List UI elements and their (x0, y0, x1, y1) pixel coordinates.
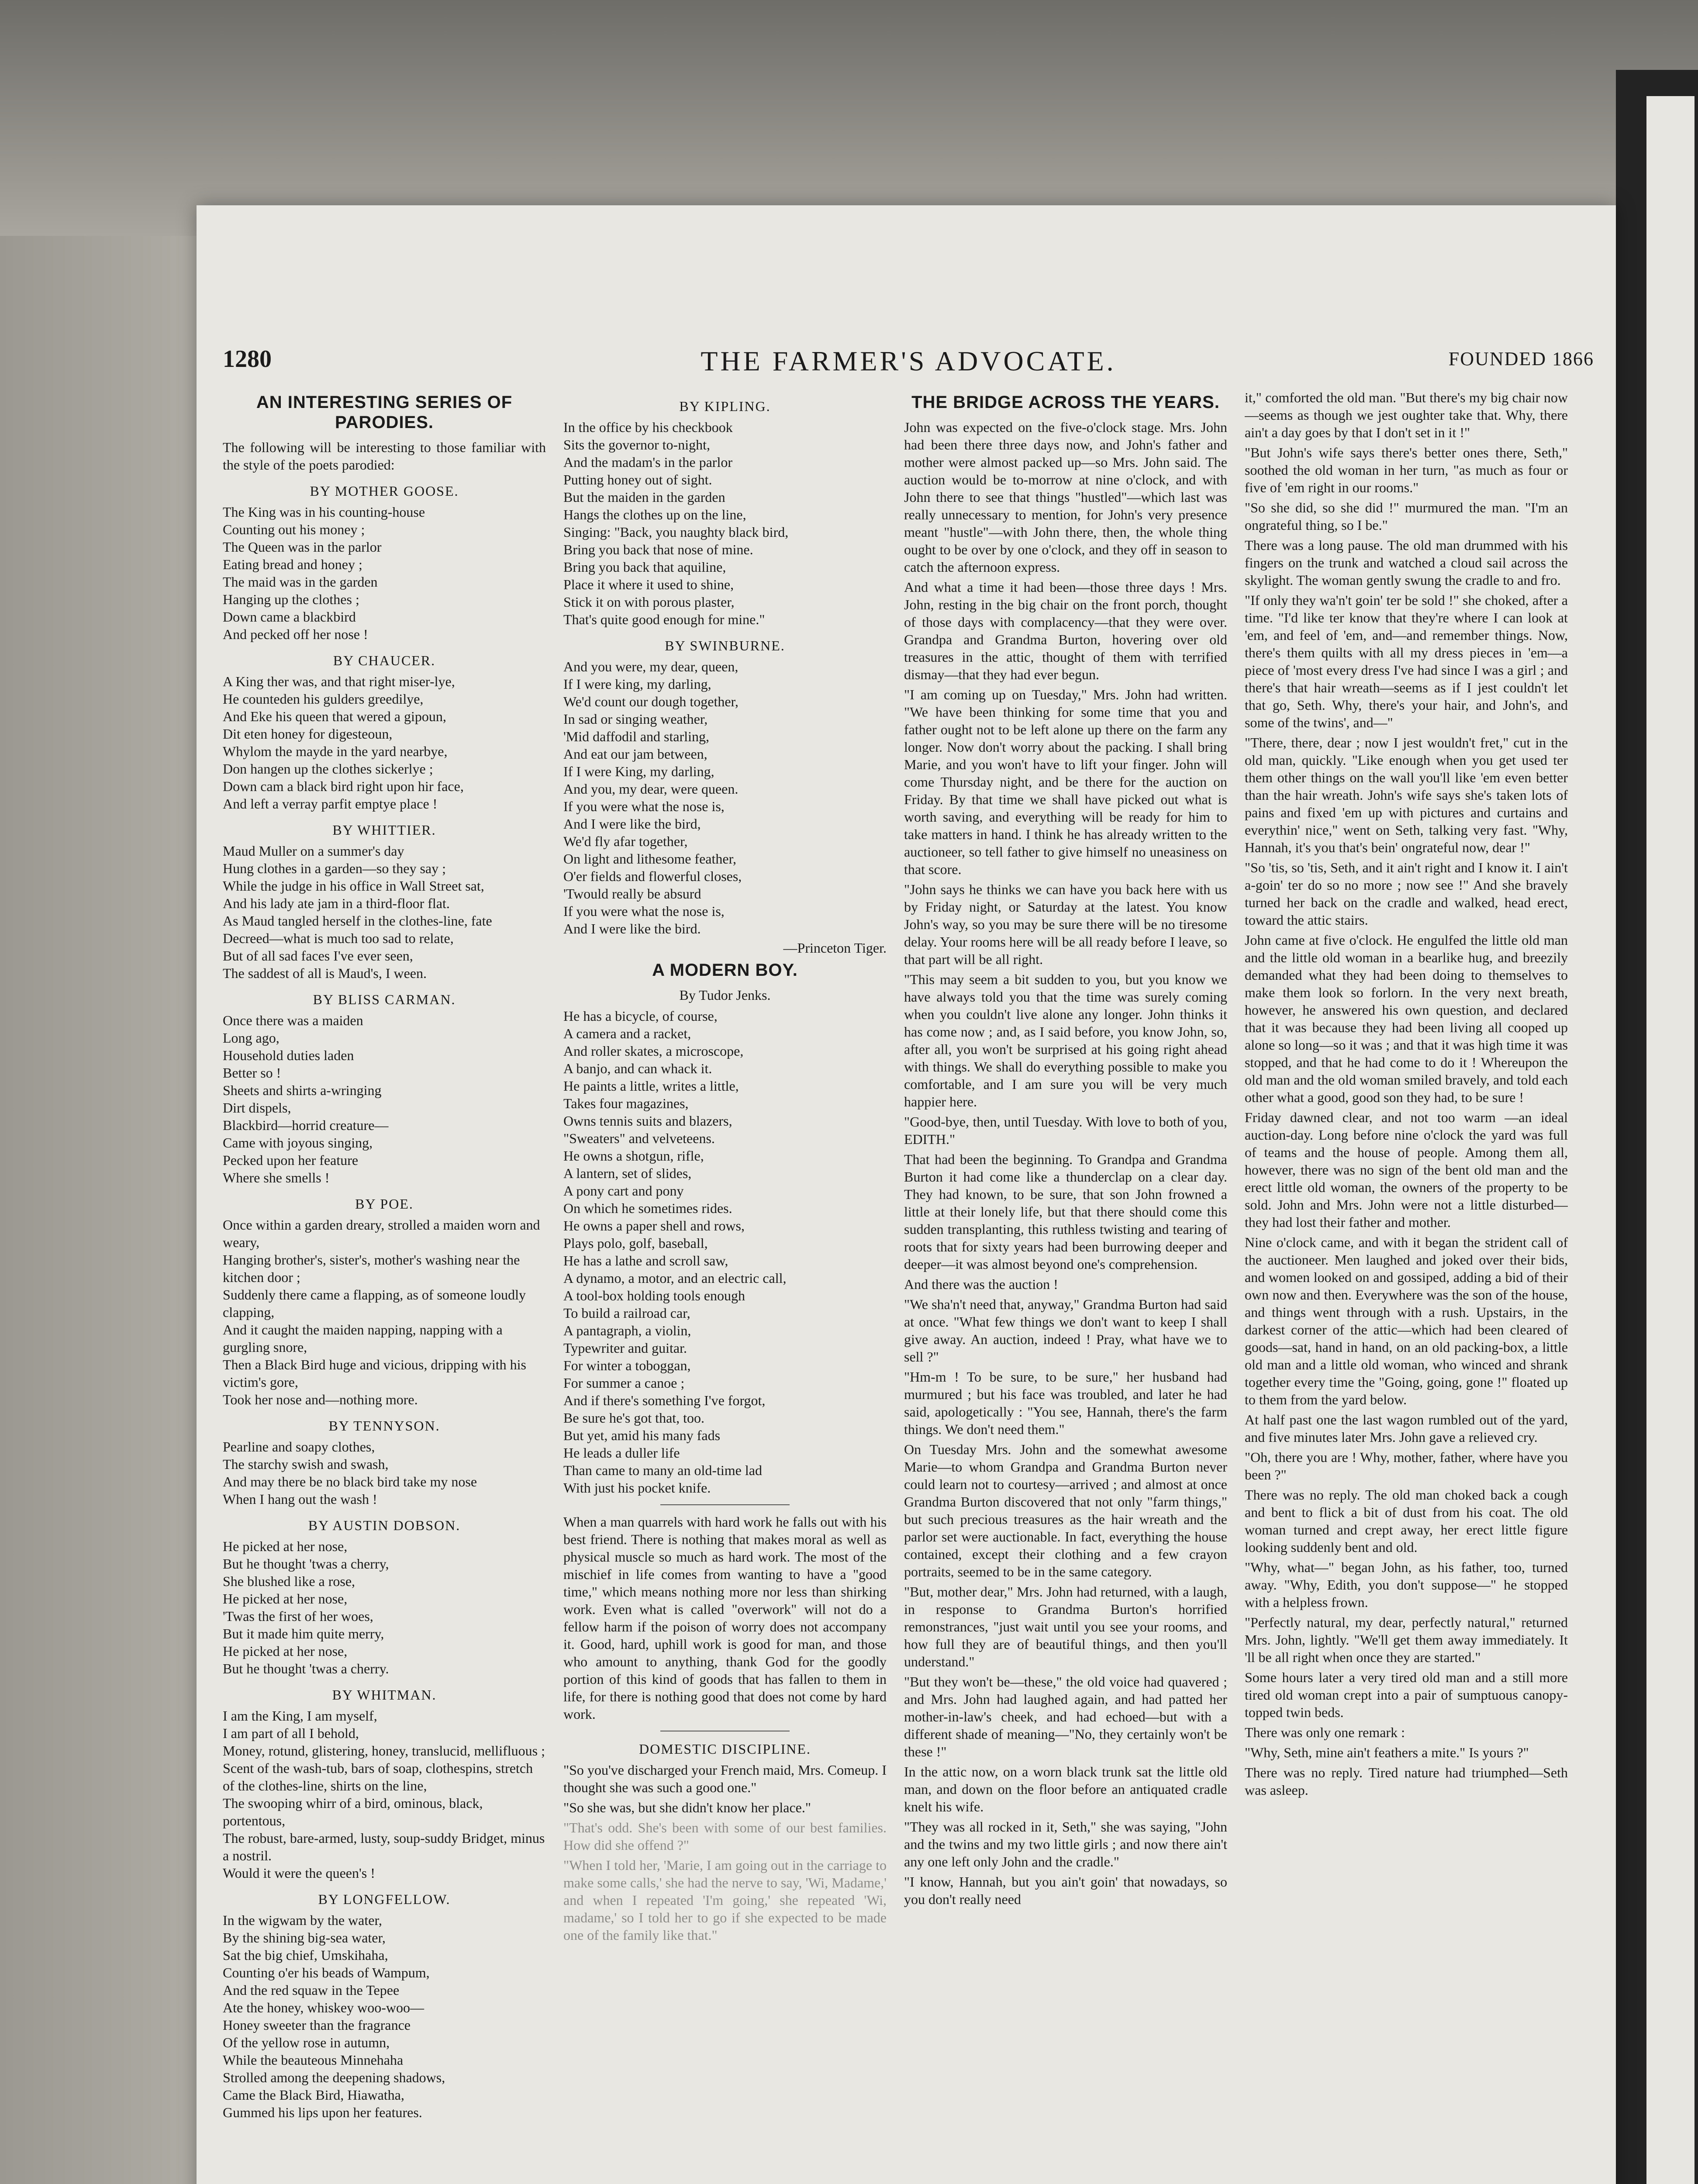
founded-note: FOUNDED 1866 (1448, 348, 1594, 370)
page-number: 1280 (223, 346, 272, 373)
domestic-heading: DOMESTIC DISCIPLINE. (639, 1741, 811, 1757)
story-paragraph: "If only they wa'n't goin' ter be sold !" she choked, after a time. "I'd like ter know that they're where I can look at 'em, and feel of 'em, and—and remember things. Now, there's them quilts with all my dress pieces in 'em—a piece of 'most every dress I've had since I was a girl ; and there's that hair wreath—seems as if I jest couldn't let that go, Seth. Why, there's your hair, and John's, and some of the twins', and—" (1245, 592, 1568, 730)
scanner-top-shadow (0, 0, 1698, 236)
story-paragraph: "But, mother dear," Mrs. John had returned, with a laugh, in response to Grandma Burton's horrified remonstrances, "just wait until you see your rooms, and how full they are of beautiful things, and then you'll understand." (904, 1584, 1227, 1669)
story-paragraph: Friday dawned clear, and not too warm —an ideal auction-day. Long before nine o'clock the yard was full of teams and the house of people. Among them all, however, there was no sign of the bent old man and the erect little old woman, the owners of the property to be sold. John and Mrs. John were not a little disturbed—they had lost their father and mother. (1245, 1109, 1568, 1230)
section-title: BY SWINBURNE. (665, 638, 785, 653)
story-paragraph: On Tuesday Mrs. John and the somewhat awesome Marie—to whom Grandpa and Grandma Burton never could learn not to courtesy—arrived ; and almost at once Grandma Burton discovered that not only "farm things," but such precious treasures as the hair wreath and the parlor set were auctionable. In fact, everything the house contained, except their clothing and a few crayon portraits, seemed to be in the same category. (904, 1441, 1227, 1579)
section-title: BY MOTHER GOOSE. (310, 483, 459, 499)
section-verse: In the wigwam by the water, By the shining big-sea water, Sat the big chief, Umskihaha, Counting o'er his beads of Wampum, And the red squaw in the Tepee Ate the honey, whiskey woo-woo— Honey sweeter than the fragrance Of the yellow rose in autumn, While the beauteous Minnehaha Strolled among the deepening shadows, Came the Black Bird, Hiawatha, Gummed his lips upon her features. (223, 1912, 445, 2120)
story-paragraph: There was no reply. The old man choked back a cough and bent to flick a bit of dust from his coat. The old woman turned and crept away, her erect little figure looking suddenly bent and old. (1245, 1487, 1568, 1555)
story-paragraph: "Hm-m ! To be sure, to be sure," her husband had murmured ; but his face was troubled, and later he had said, apologetically : "You see, Hannah, there's the farm things. We don't need them." (904, 1369, 1227, 1437)
section-verse: I am the King, I am myself, I am part of all I behold, Money, rotund, glistering, honey, translucid, mellifluous ; Scent of the wash-tub, bars of soap, clothespins, stretch of the clothes-line, shirts on the line, The swooping whirr of a bird, ominous, black, portentous, The robust, bare-armed, lusty, soup-suddy Bridget, minus a nostril. Would it were the queen's ! (223, 1708, 545, 1881)
section-title: BY POE. (355, 1196, 414, 1212)
story-paragraph: "John says he thinks we can have you back here with us by Friday night, or Saturday at the latest. You know John's way, so you may be sure there will be no tiresome delay. Your rooms here will be all ready before I leave, so that part will be all right. (904, 881, 1227, 967)
story-paragraph: That had been the beginning. To Grandpa and Grandma Burton it had come like a thunderclap on a clear day. They had known, to be sure, that son John frowned a little at their lonely life, but that there should come this sudden transplanting, this ruthless twisting and tearing of roots that for sixty years had been burrowing deeper and deeper—it was almost beyond one's comprehension. (904, 1151, 1227, 1272)
story-paragraph: There was a long pause. The old man drummed with his fingers on the trunk and watched a cloud sail across the skylight. The woman gently swung the cradle to and fro. (1245, 537, 1568, 588)
section-title: BY KIPLING. (679, 398, 771, 414)
section-title: BY LONGFELLOW. (318, 1891, 451, 1907)
section-verse: Once there was a maiden Long ago, Household duties laden Better so ! Sheets and shirts a-wringing Dirt dispels, Blackbird—horrid creature— Came with joyous singing, Pecked upon her feature Where she smells ! (223, 1013, 389, 1185)
section-verse: Once within a garden dreary, strolled a maiden worn and weary, Hanging brother's, sister's, mother's washing near the kitchen door ; Suddenly there came a flapping, as of someone loudly clapping, And it caught the maiden napping, napping with a gurgling snore, Then a Black Bird huge and vicious, dripping with his victim's gore, Took her nose and—nothing more. (223, 1217, 540, 1407)
page-header (223, 345, 1594, 380)
section-verse: And you were, my dear, queen, If I were king, my darling, We'd count our dough together, In sad or singing weather, 'Mid daffodil and starling, And eat our jam between, If I were King, my darling, And you, my dear, were queen. If you were what the nose is, And I were like the bird, We'd fly afar together, On light and lithesome feather, O'er fields and flowerful closes, 'Twould really be absurd If you were what the nose is, And I were like the bird. (563, 659, 742, 936)
modern-boy-heading: A MODERN BOY. (652, 961, 798, 980)
story-paragraph: it," comforted the old man. "But there's my big chair now—seems as though we jest oughter take that. Why, there ain't a day goes by that I don't set in it !" (1245, 390, 1568, 440)
newspaper-page (197, 205, 1616, 2184)
section-title: BY AUSTIN DOBSON. (308, 1517, 461, 1533)
story-paragraph: "But they won't be—these," the old voice had quavered ; and Mrs. John had laughed again, and had patted her mother-in-law's cheek, and had echoed—but with a different shade of meaning—"No, they certainly won't be these !" (904, 1674, 1227, 1759)
story-paragraph: "So 'tis, so 'tis, Seth, and it ain't right and I know it. I ain't a-goin' ter do so no more ; now see !" And she bravely turned her back on the cradle and walked, head erect, toward the attic stairs. (1245, 860, 1568, 928)
story-paragraph: "This may seem a bit sudden to you, but you know we have always told you that the time was surely coming when you couldn't live alone any longer. John thinks it has come now ; and, as I said before, you know John, so, after all, you won't be surprised at his going right ahead with things. We shall do everything possible to make you comfortable, and I am sure you will be very much happier here. (904, 971, 1227, 1109)
adjacent-page-edge (1616, 70, 1698, 2184)
story-paragraph: "They was all rocked in it, Seth," she was saying, "John and the twins and my two little girls ; and now there ain't any one left only John and the cradle." (904, 1819, 1227, 1870)
story-paragraph: Nine o'clock came, and with it began the strident call of the auctioneer. Men laughed and joked over their bids, and women looked on and gossiped, adding a bid of their own now and then. Everywhere was the son of the house, and things went through with a rush. Upstairs, in the darkest corner of the attic—which had been cleared of goods—sat, hand in hand, on an old packing-box, a little old man and a little old woman, who winced and shrank together every time the "Going, going, gone !" floated up to them from the yard below. (1245, 1234, 1568, 1407)
paper-title: THE FARMER'S ADVOCATE. (701, 346, 1116, 377)
column-4 (1245, 389, 1568, 2184)
story-paragraph: "So she did, so she did !" murmured the man. "I'm an ongrateful thing, so I be." (1245, 500, 1568, 533)
story-paragraph: In the attic now, on a worn black trunk sat the little old man, and down on the floor before an antiquated cradle knelt his wife. (904, 1764, 1227, 1814)
section-verse: In the office by his checkbook Sits the governor to-night, And the madam's in the parlor Putting honey out of sight. But the maiden in the garden Hangs the clothes up on the line, Singing: "Back, you naughty black bird, Bring you back that nose of mine. Bring you back that aquiline, Place it where it used to shine, Stick it on with porous plaster, That's quite good enough for mine." (563, 419, 789, 627)
section-verse: He picked at her nose, But he thought 'twas a cherry, She blushed like a rose, He picked at her nose, 'Twas the first of her woes, But it made him quite merry, He picked at her nose, But he thought 'twas a cherry. (223, 1538, 389, 1676)
story-paragraph: "But John's wife says there's better ones there, Seth," soothed the old woman in her turn, "as much as four or five of 'em right in our rooms." (1245, 445, 1568, 495)
story-paragraph: There was only one remark : (1245, 1724, 1405, 1740)
story-paragraph: There was no reply. Tired nature had triumphed—Seth was asleep. (1245, 1765, 1568, 1798)
story-paragraph: John was expected on the five-o'clock stage. Mrs. John had been there three days now, and John's father and mother were almost packed up—so Mrs. John said. The auction would be to-morrow at nine o'clock, and with John there to see that things "hustled"—which last was really unnecessary to mention, for John's very presence meant "hustle"—with John there, then, the whole thing ought to be over by one o'clock, and they off in season to catch the afternoon express. (904, 419, 1227, 575)
story-paragraph: And there was the auction ! (904, 1276, 1058, 1292)
story-paragraph: Some hours later a very tired old man and a still more tired old woman crept into a pair of sumptuous canopy-topped twin beds. (1245, 1669, 1568, 1720)
parodies-intro: The following will be interesting to those familiar with the style of the poets parodied: (223, 439, 546, 473)
source-credit: —Princeton Tiger. (783, 940, 887, 956)
section-verse: A King ther was, and that right miser-lye, He counteden his gulders greedilye, And Eke his queen that wered a gipoun, Dit eten honey for digesteoun, Whylom the mayde in the yard nearbye, Don hangen up the clothes sickerlye ; Down cam a black bird right upon hir face, And left a verray parfit emptye place ! (223, 674, 464, 812)
section-title: BY TENNYSON. (328, 1418, 440, 1434)
domestic-paragraph: "When I told her, 'Marie, I am going out in the carriage to make some calls,' she had the nerve to say, 'Wi, Madame,' and when I repeated 'I'm going,' she repeated 'Wi, madame,' so I told her to go if she expected to be made one of the family like that." (563, 1857, 887, 1943)
section-verse: The King was in his counting-house Counting out his money ; The Queen was in the parlor Eating bread and honey ; The maid was in the garden Hanging up the clothes ; Down came a blackbird And pecked off her nose ! (223, 504, 425, 642)
section-verse: Maud Muller on a summer's day Hung clothes in a garden—so they say ; While the judge in his office in Wall Street sat, And his lady ate jam in a third-floor flat. As Maud tangled herself in the clothes-line, fate Decreed—what is much too sad to relate, But of all sad faces I've ever seen, The saddest of all is Maud's, I ween. (223, 843, 492, 981)
story-paragraph: "Why, Seth, mine ain't feathers a mite." Is yours ?" (1245, 1745, 1529, 1760)
story-paragraph: At half past one the last wagon rumbled out of the yard, and five minutes later Mrs. John gave a relieved cry. (1245, 1412, 1568, 1445)
story-paragraph: "We sha'n't need that, anyway," Grandma Burton had said at once. "What few things we don't want to keep I shall give away. An auction, indeed ! Pray, what have we to sell ?" (904, 1296, 1227, 1365)
story-paragraph: "I am coming up on Tuesday," Mrs. John had written. "We have been thinking for some time that you and father ought not to be left alone up there on the farm any longer. Now don't worry about the packing. I shall bring Marie, and you won't have to lift your finger. John will come Thursday night, and be there for the auction on Friday. By that time we shall have picked out what is worth saving, and everything will be ready for him to take matters in hand. I think he has already written to the auctioneer, so tell father to give himself no uneasiness on that score. (904, 687, 1227, 877)
story-paragraph: And what a time it had been—those three days ! Mrs. John, resting in the big chair on the front porch, thought of those days with complacency—that they were over. Grandpa and Grandma Burton, hovering over old treasures in the attic, thought of them with terrified dismay—that they had ever begun. (904, 579, 1227, 682)
modern-boy-verse: He has a bicycle, of course, A camera and a racket, And roller skates, a microscope, A banjo, and can whack it. He paints a little, writes a little, Takes four magazines, Owns tennis suits and blazers, "Sweaters" and velveteens. He owns a shotgun, rifle, A lantern, set of slides, A pony cart and pony On which he sometimes rides. He owns a paper shell and rows, Plays polo, golf, baseball, He has a lathe and scroll saw, A dynamo, a motor, and an electric call, A tool-box holding tools enough To build a railroad car, A pantagraph, a violin, Typewriter and guitar. For winter a toboggan, For summer a canoe ; And if there's something I've forgot, Be sure he's got that, too. But yet, amid his many fads He leads a duller life Than came to many an old-time lad With just his pocket knife. (563, 1008, 787, 1496)
divider (660, 1504, 790, 1505)
story-paragraph: "Oh, there you are ! Why, mother, father, where have you been ?" (1245, 1449, 1568, 1482)
story-paragraph: "Good-bye, then, until Tuesday. With love to both of you, EDITH." (904, 1114, 1227, 1147)
parodies-heading: AN INTERESTING SERIES OF PARODIES. (256, 393, 513, 432)
modern-boy-byline: By Tudor Jenks. (679, 987, 771, 1003)
section-title: BY WHITMAN. (332, 1687, 437, 1703)
column-2 (563, 389, 887, 2184)
domestic-paragraph: "That's odd. She's been with some of our best families. How did she offend ?" (563, 1820, 887, 1853)
column-3 (904, 389, 1227, 2184)
section-verse: Pearline and soapy clothes, The starchy swish and swash, And may there be no black bird take my nose When I hang out the wash ! (223, 1439, 477, 1507)
section-title: BY BLISS CARMAN. (313, 992, 456, 1007)
story-paragraph: "There, there, dear ; now I jest wouldn't fret," cut in the old man, quickly. "Like enough when you get used ter them other things on the wall you'll like 'em even better than the hair wreath. John's wife says she's taken lots of pains and fixed 'em up with pictures and curtains and everythin' nice," went on Seth, talking very fast. "Why, Hannah, it's you that's bein' ongrateful now, dear !" (1245, 735, 1568, 855)
bridge-heading: THE BRIDGE ACROSS THE YEARS. (911, 393, 1220, 412)
section-title: BY CHAUCER. (333, 653, 436, 668)
story-paragraph: "I know, Hannah, but you ain't goin' that nowadays, so you don't really need (904, 1874, 1227, 1907)
adjacent-page-paper (1646, 96, 1695, 2184)
story-paragraph: "Why, what—" began John, as his father, too, turned away. "Why, Edith, you don't suppose—" he stopped with a helpless frown. (1245, 1559, 1568, 1610)
story-paragraph: "Perfectly natural, my dear, perfectly natural," returned Mrs. John, lightly. "We'll get them away immediately. It 'll be all right when once they are started." (1245, 1614, 1568, 1665)
column-1 (223, 389, 546, 2184)
hard-work-paragraph: When a man quarrels with hard work he falls out with his best friend. There is nothing that makes moral as well as physical muscle so much as hard work. The most of the mischief in life comes from wanting to have a "good time," which means nothing more nor less than shirking work. Even what is called "overwork" will not do a fellow harm if the poison of worry does not accompany it. Good, hard, uphill work is good for man, and those who amount to anything, thank God for the goodly portion of this kind of goods that has fallen to them in life, for there is nothing good that does not come by hard work. (563, 1514, 887, 1722)
section-title: BY WHITTIER. (332, 822, 436, 838)
story-paragraph: John came at five o'clock. He engulfed the little old man and the little old woman in a bearlike hug, and breezily demanded what they had been doing to themselves to make them look so forlorn. In the very next breath, however, he answered his own question, and declared that it was because they had been living all cooped up alone so long—so it was ; and that it was high time it was stopped, and that he had come to do it ! Whereupon the old man and the old woman smiled bravely, and told each other what a good, good son they had, to be sure ! (1245, 932, 1568, 1105)
domestic-paragraph: "So she was, but she didn't know her place." (563, 1800, 811, 1815)
domestic-paragraph: "So you've discharged your French maid, Mrs. Comeup. I thought she was such a good one." (563, 1762, 887, 1795)
